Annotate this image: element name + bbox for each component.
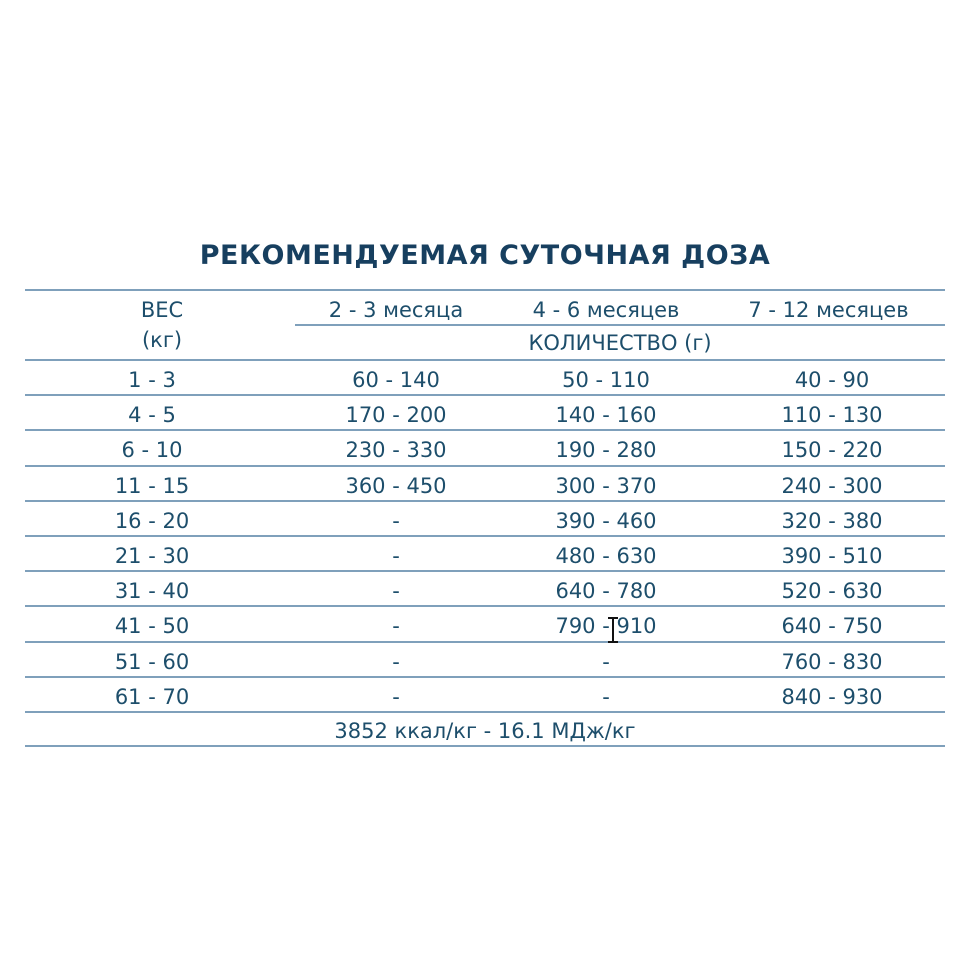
dose-4-6-months-cell: 140 - 160 <box>555 403 657 428</box>
row-rule <box>25 465 945 467</box>
dose-2-3-months-cell: 60 - 140 <box>352 368 440 392</box>
dose-2-3-months-cell: - <box>392 579 400 604</box>
dose-2-3-months-cell: 230 - 330 <box>345 438 447 463</box>
dose-4-6-months-cell: 390 - 460 <box>555 508 657 533</box>
dose-7-12-months-cell: 760 - 830 <box>781 649 883 674</box>
weight-cell: 51 - 60 <box>114 649 190 674</box>
weight-cell: 21 - 30 <box>114 544 190 568</box>
table-title: РЕКОМЕНДУЕМАЯ СУТОЧНАЯ ДОЗА <box>199 240 771 271</box>
dose-2-3-months-cell: - <box>392 508 400 533</box>
dose-7-12-months-cell: 320 - 380 <box>781 508 883 533</box>
dose-2-3-months-cell: 170 - 200 <box>345 403 447 428</box>
row-rule <box>25 711 945 713</box>
text-cursor-icon <box>607 617 619 643</box>
quantity-header: КОЛИЧЕСТВО (г) <box>528 331 712 355</box>
row-rule <box>25 429 945 431</box>
dose-7-12-months-cell: 640 - 750 <box>781 614 883 639</box>
weight-cell: 31 - 40 <box>114 579 190 604</box>
column-header-7-12-months: 7 - 12 месяцев <box>748 298 909 322</box>
subheader-rule <box>295 324 945 326</box>
column-header-4-6-months: 4 - 6 месяцев <box>532 298 680 322</box>
row-rule <box>25 641 945 643</box>
row-rule <box>25 535 945 537</box>
dose-4-6-months-cell: 790 - 910 <box>555 614 657 639</box>
weight-cell: 41 - 50 <box>114 614 190 639</box>
weight-cell: 4 - 5 <box>128 403 176 428</box>
weight-cell: 1 - 3 <box>128 368 176 392</box>
dose-7-12-months-cell: 150 - 220 <box>781 438 883 463</box>
dose-2-3-months-cell: - <box>392 649 400 674</box>
dose-4-6-months-cell: 480 - 630 <box>555 544 657 568</box>
weight-header-label: ВЕС <box>140 298 184 322</box>
weight-cell: 16 - 20 <box>114 508 190 533</box>
row-rule <box>25 676 945 678</box>
dose-2-3-months-cell: - <box>392 614 400 639</box>
dose-4-6-months-cell: 300 - 370 <box>555 473 657 498</box>
dose-4-6-months-cell: - <box>602 684 610 709</box>
dose-2-3-months-cell: - <box>392 544 400 568</box>
dose-4-6-months-cell: 640 - 780 <box>555 579 657 604</box>
dose-7-12-months-cell: 40 - 90 <box>794 368 870 392</box>
row-rule <box>25 500 945 502</box>
row-rule <box>25 605 945 607</box>
weight-cell: 6 - 10 <box>121 438 183 463</box>
energy-footer: 3852 ккал/кг - 16.1 МДж/кг <box>334 719 636 743</box>
dose-4-6-months-cell: 190 - 280 <box>555 438 657 463</box>
dose-7-12-months-cell: 390 - 510 <box>781 544 883 568</box>
dose-2-3-months-cell: - <box>392 684 400 709</box>
top-rule <box>25 289 945 291</box>
dose-4-6-months-cell: - <box>602 649 610 674</box>
dose-2-3-months-cell: 360 - 450 <box>345 473 447 498</box>
weight-header-unit: (кг) <box>141 328 183 352</box>
dose-7-12-months-cell: 110 - 130 <box>781 403 883 428</box>
dose-7-12-months-cell: 840 - 930 <box>781 684 883 709</box>
row-rule <box>25 570 945 572</box>
dose-7-12-months-cell: 520 - 630 <box>781 579 883 604</box>
header-bottom-rule <box>25 359 945 361</box>
bottom-rule <box>25 745 945 747</box>
weight-cell: 11 - 15 <box>114 473 190 498</box>
column-header-2-3-months: 2 - 3 месяца <box>328 298 464 322</box>
weight-cell: 61 - 70 <box>114 684 190 709</box>
dose-4-6-months-cell: 50 - 110 <box>562 368 650 392</box>
row-rule <box>25 394 945 396</box>
dose-7-12-months-cell: 240 - 300 <box>781 473 883 498</box>
